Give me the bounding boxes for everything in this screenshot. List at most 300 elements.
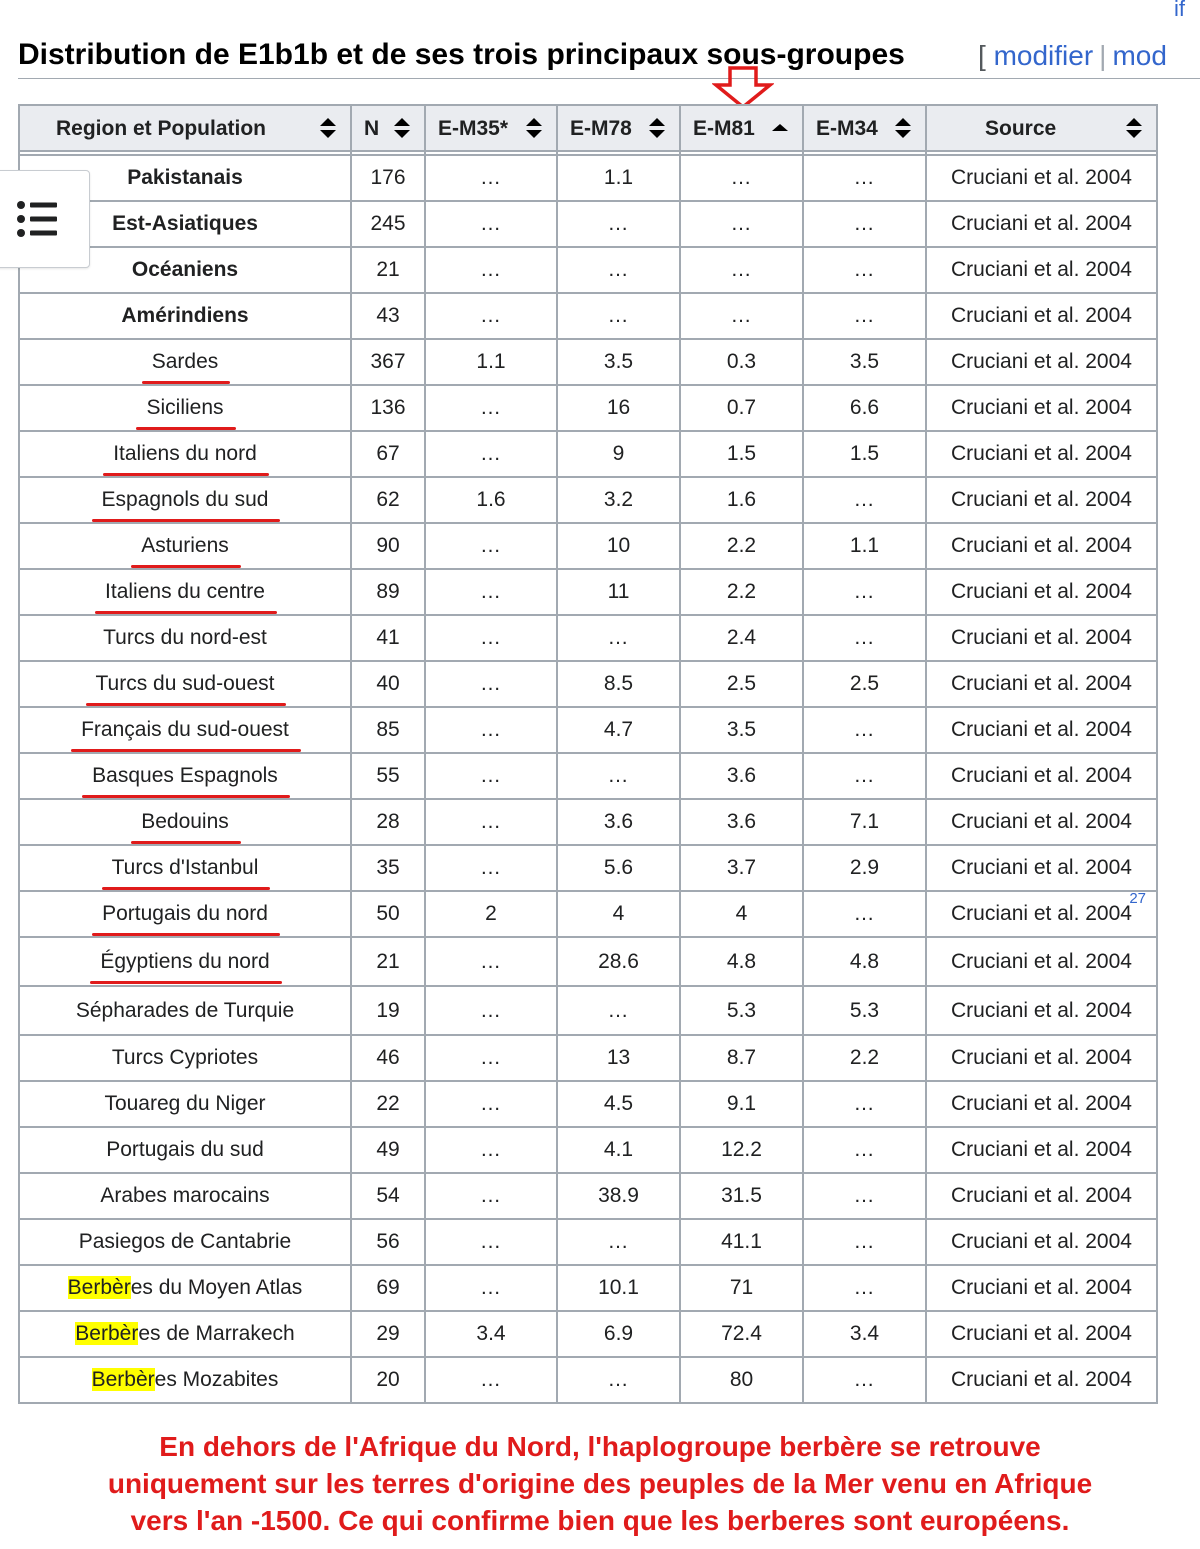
n-cell: 22 [351,1081,425,1127]
m81-cell: 12.2 [680,1127,803,1173]
red-underline-annotation [131,565,241,568]
region-name: Amérindiens [121,304,249,327]
n-cell: 21 [351,937,425,986]
source-cell [926,937,1157,986]
region-name: Pakistanais [127,166,243,189]
source-cell [926,385,1157,431]
region-cell [19,753,351,799]
m78-cell: 28.6 [557,937,680,986]
m78-cell: 1.1 [557,155,680,201]
region-name: es du Moyen Atlas [130,1276,303,1299]
column-header[interactable] [557,105,680,151]
region-cell [19,431,351,477]
m34-cell: 2.2 [803,1035,926,1081]
source-text: Cruciani et al. 2004 [951,580,1132,603]
region-label [100,950,269,974]
region-cell [19,937,351,986]
source-text: Cruciani et al. 2004 [951,304,1132,327]
table-row [19,937,1157,986]
region-label [146,396,223,420]
n-cell: 50 [351,891,425,937]
m35-cell: … [425,1357,557,1403]
m35-cell: … [425,986,557,1035]
m81-cell: 0.3 [680,339,803,385]
m34-cell: 2.5 [803,661,926,707]
region-name: Français du sud-ouest [81,718,289,741]
m35-cell: 1.1 [425,339,557,385]
sort-both-icon [895,118,911,140]
table-row [19,1081,1157,1127]
source-text: Cruciani et al. 2004 [951,1046,1132,1069]
region-cell [19,293,351,339]
table-row [19,155,1157,201]
region-cell [19,1265,351,1311]
table-row [19,799,1157,845]
source-cell [926,707,1157,753]
m78-cell: 11 [557,569,680,615]
source-cell [926,615,1157,661]
m35-cell: … [425,385,557,431]
column-header-label: E-M81 [693,117,755,140]
source-cell [926,661,1157,707]
region-label [92,764,278,788]
source-cell [926,339,1157,385]
region-name: Turcs du nord-est [103,626,267,649]
table-row [19,385,1157,431]
source-text: Cruciani et al. 2004 [951,166,1132,189]
m34-cell: 5.3 [803,986,926,1035]
region-cell [19,615,351,661]
m81-cell: 0.7 [680,385,803,431]
column-header[interactable] [351,105,425,151]
table-row [19,986,1157,1035]
sort-both-icon [649,118,665,140]
m34-cell: … [803,247,926,293]
m35-cell: … [425,523,557,569]
m34-cell: … [803,201,926,247]
region-label [81,718,289,742]
table-row [19,293,1157,339]
red-underline-annotation [102,887,271,890]
region-cell [19,1357,351,1403]
m81-cell: 3.6 [680,753,803,799]
table-row [19,615,1157,661]
region-label [102,902,268,926]
m34-cell: 3.4 [803,1311,926,1357]
column-header[interactable] [680,105,803,151]
source-text: Cruciani et al. 2004 [951,856,1132,879]
source-cell [926,431,1157,477]
region-name: es Mozabites [154,1368,279,1391]
source-cell [926,1173,1157,1219]
region-label [76,999,294,1023]
source-text: Cruciani et al. 2004 [951,626,1132,649]
corner-link[interactable]: if [1174,0,1185,21]
region-cell [19,1081,351,1127]
region-name: Turcs Cypriotes [111,1046,259,1069]
region-name: Italiens du centre [105,580,265,603]
m35-cell: 3.4 [425,1311,557,1357]
source-text: Cruciani et al. 2004 [951,764,1132,787]
source-cell [926,845,1157,891]
n-cell: 367 [351,339,425,385]
source-cell [926,523,1157,569]
table-row [19,1173,1157,1219]
m78-cell: … [557,293,680,339]
n-cell: 41 [351,615,425,661]
region-cell [19,1311,351,1357]
m35-cell: … [425,615,557,661]
red-underline-annotation [95,611,277,614]
n-cell: 245 [351,201,425,247]
m81-cell: 41.1 [680,1219,803,1265]
region-label [112,1046,258,1070]
m78-cell: 3.6 [557,799,680,845]
column-header-label: E-M78 [570,117,632,140]
m81-cell: 2.5 [680,661,803,707]
region-label [105,580,265,604]
region-name: Asturiens [141,534,229,557]
list-icon [17,201,61,237]
region-cell [19,477,351,523]
m81-cell: 2.2 [680,569,803,615]
source-cell [926,201,1157,247]
n-cell: 136 [351,385,425,431]
source-cell [926,1081,1157,1127]
region-cell [19,1035,351,1081]
region-label [92,1368,279,1392]
table-row [19,1219,1157,1265]
red-underline-annotation [136,427,235,430]
source-cell [926,1311,1157,1357]
region-name: Turcs du sud-ouest [95,672,275,695]
source-cell [926,1357,1157,1403]
source-text: Cruciani et al. 2004 [951,442,1132,465]
red-underline-annotation [90,981,281,984]
m34-cell: 4.8 [803,937,926,986]
m81-cell: 9.1 [680,1081,803,1127]
table-header-row [19,105,1157,151]
source-text: Cruciani et al. 2004 [951,1184,1132,1207]
source-cell [926,247,1157,293]
toc-toggle-button[interactable] [0,170,90,268]
m34-cell: 3.5 [803,339,926,385]
m34-cell: 6.6 [803,385,926,431]
table-row [19,1265,1157,1311]
n-cell: 54 [351,1173,425,1219]
m34-cell: 7.1 [803,799,926,845]
edit-section-links [978,40,1167,72]
m81-cell: … [680,293,803,339]
edit-separator: | [1099,40,1107,71]
table-row [19,1127,1157,1173]
region-cell [19,385,351,431]
red-underline-annotation [82,795,290,798]
table-row [19,431,1157,477]
m34-cell: 1.5 [803,431,926,477]
source-text: Cruciani et al. 2004 [951,810,1132,833]
region-name: Sardes [151,350,219,373]
source-text: Cruciani et al. 2004 [951,534,1132,557]
table-row [19,707,1157,753]
region-cell [19,1173,351,1219]
m81-cell: 4 [680,891,803,937]
table-row [19,477,1157,523]
m78-cell: 38.9 [557,1173,680,1219]
table-row [19,661,1157,707]
column-header[interactable] [803,105,926,151]
region-name: Siciliens [146,396,224,419]
region-label [132,258,238,282]
m35-cell: 2 [425,891,557,937]
source-text: Cruciani et al. 2004 [951,1276,1132,1299]
n-cell: 69 [351,1265,425,1311]
m34-cell: … [803,615,926,661]
n-cell: 28 [351,799,425,845]
n-cell: 40 [351,661,425,707]
region-name: Portugais du nord [102,902,268,925]
region-name: Est-Asiatiques [112,212,258,235]
region-name: Sépharades de Turquie [75,998,295,1022]
highlighted-text: Berbèr [75,1322,139,1345]
table-row [19,891,1157,937]
region-name: Italiens du nord [113,442,257,465]
m35-cell: … [425,845,557,891]
m81-cell: 4.8 [680,937,803,986]
n-cell: 176 [351,155,425,201]
source-cell [926,753,1157,799]
caption-line-3: vers l'an -1500. Ce qui confirme bien que les berberes sont européens. [130,1505,1070,1536]
red-underline-annotation [86,703,287,706]
region-name: es de Marrakech [138,1322,295,1345]
region-label [152,350,219,374]
table-row [19,569,1157,615]
n-cell: 35 [351,845,425,891]
region-cell [19,986,351,1035]
m78-cell: 10.1 [557,1265,680,1311]
source-text: Cruciani et al. 2004 [951,672,1132,695]
source-text: Cruciani et al. 2004 [951,258,1132,281]
m78-cell: 4.5 [557,1081,680,1127]
table-row [19,1035,1157,1081]
m78-cell: 4.7 [557,707,680,753]
m78-cell: … [557,247,680,293]
m78-cell: 13 [557,1035,680,1081]
m78-cell: 4 [557,891,680,937]
region-label [121,304,248,328]
region-label [79,1230,291,1254]
table-row [19,247,1157,293]
region-cell [19,523,351,569]
m35-cell: … [425,431,557,477]
region-cell [19,1219,351,1265]
n-cell: 19 [351,986,425,1035]
region-name: Bedouins [141,810,229,833]
red-underline-annotation [131,841,241,844]
region-label [106,1138,264,1162]
source-cell [926,799,1157,845]
source-text: Cruciani et al. 2004 [951,1230,1132,1253]
m78-cell: 10 [557,523,680,569]
annotation-caption [0,1428,1200,1539]
m78-cell: … [557,986,680,1035]
reference-link[interactable]: 27 [1129,890,1146,907]
n-cell: 67 [351,431,425,477]
n-cell: 85 [351,707,425,753]
m34-cell: 2.9 [803,845,926,891]
source-cell [926,986,1157,1035]
n-cell: 62 [351,477,425,523]
source-text: Cruciani et al. 2004 [951,396,1132,419]
m35-cell: … [425,1127,557,1173]
m81-cell: … [680,247,803,293]
edit-link[interactable]: modifier [993,40,1094,71]
m34-cell: … [803,891,926,937]
source-text: Cruciani et al. 2004 [951,488,1132,511]
m78-cell: 4.1 [557,1127,680,1173]
column-header-label: Source [985,117,1057,140]
m78-cell: 9 [557,431,680,477]
m81-cell: 3.5 [680,707,803,753]
source-cell [926,1219,1157,1265]
source-cell [926,155,1157,201]
m34-cell: … [803,1127,926,1173]
section-heading [18,36,1200,79]
region-label [141,534,229,558]
column-header[interactable] [425,105,557,151]
section-title: Distribution de E1b1b et de ses trois principaux sous-groupes [18,38,905,71]
region-label [102,488,269,512]
region-label [112,212,258,236]
region-cell [19,799,351,845]
table-row [19,339,1157,385]
n-cell: 20 [351,1357,425,1403]
m81-cell: 31.5 [680,1173,803,1219]
column-header-label: Region et Population [56,117,266,140]
source-text: Cruciani et al. 2004 [951,1138,1132,1161]
region-name: Turcs d'Istanbul [111,856,259,879]
m81-cell: 2.4 [680,615,803,661]
column-header[interactable] [926,105,1157,151]
m34-cell: … [803,1219,926,1265]
region-cell [19,845,351,891]
n-cell: 56 [351,1219,425,1265]
m34-cell: … [803,753,926,799]
source-cell [926,477,1157,523]
n-cell: 90 [351,523,425,569]
m78-cell: … [557,615,680,661]
m35-cell: … [425,1035,557,1081]
sort-both-icon [394,118,410,140]
m35-cell: … [425,707,557,753]
source-text: Cruciani et al. 2004 [951,350,1132,373]
region-name: Pasiegos de Cantabrie [78,1230,292,1253]
edit-bracket: [ [978,40,986,71]
source-text: Cruciani et al. 2004 [951,1092,1132,1115]
m34-cell: … [803,477,926,523]
red-underline-annotation [103,473,269,476]
region-label [112,856,259,880]
source-text: Cruciani et al. 2004 [951,1368,1132,1391]
region-cell [19,891,351,937]
source-text: Cruciani et al. 2004 [951,998,1132,1022]
m35-cell: 1.6 [425,477,557,523]
m81-cell: 5.3 [680,986,803,1035]
column-header[interactable] [19,105,351,151]
m34-cell: … [803,707,926,753]
m34-cell: … [803,293,926,339]
table-row [19,1357,1157,1403]
m35-cell: … [425,293,557,339]
region-name: Égyptiens du nord [100,949,270,973]
m35-cell: … [425,799,557,845]
m78-cell: 8.5 [557,661,680,707]
sort-ascending-icon [772,118,788,140]
m81-cell: … [680,201,803,247]
edit-source-link[interactable]: mod [1112,40,1167,71]
region-label [100,1184,269,1208]
m81-cell: 72.4 [680,1311,803,1357]
m35-cell: … [425,937,557,986]
m34-cell: … [803,1265,926,1311]
column-header-label: N [364,117,380,140]
sort-both-icon [526,118,542,140]
source-text: Cruciani et al. 2004 [951,212,1132,235]
m81-cell: 3.7 [680,845,803,891]
red-underline-annotation [92,519,281,522]
n-cell: 43 [351,293,425,339]
m78-cell: … [557,1219,680,1265]
n-cell: 49 [351,1127,425,1173]
m81-cell: 2.2 [680,523,803,569]
distribution-table [18,104,1158,1404]
table-row [19,201,1157,247]
m78-cell: … [557,753,680,799]
m35-cell: … [425,569,557,615]
region-label [113,442,257,466]
m78-cell: 3.2 [557,477,680,523]
red-underline-annotation [71,749,301,752]
region-label [104,1092,265,1116]
source-cell [926,1035,1157,1081]
region-label [68,1276,303,1300]
column-header-label: E-M34 [816,117,878,140]
m35-cell: … [425,247,557,293]
region-label [141,810,229,834]
m35-cell: … [425,661,557,707]
caption-line-1: En dehors de l'Afrique du Nord, l'haplogroupe berbère se retrouve [159,1431,1041,1462]
m34-cell: … [803,1357,926,1403]
m78-cell: 3.5 [557,339,680,385]
m35-cell: … [425,753,557,799]
m34-cell: 1.1 [803,523,926,569]
n-cell: 21 [351,247,425,293]
m35-cell: … [425,1173,557,1219]
m81-cell: 1.6 [680,477,803,523]
m81-cell: 71 [680,1265,803,1311]
sort-both-icon [1126,118,1142,140]
table-row [19,1311,1157,1357]
n-cell: 46 [351,1035,425,1081]
source-cell [926,1127,1157,1173]
highlighted-text: Berbèr [91,1368,155,1391]
source-cell [926,1265,1157,1311]
table-row [19,523,1157,569]
source-text: Cruciani et al. 2004 [951,1322,1132,1345]
region-cell [19,661,351,707]
region-cell [19,339,351,385]
sort-both-icon [320,118,336,140]
